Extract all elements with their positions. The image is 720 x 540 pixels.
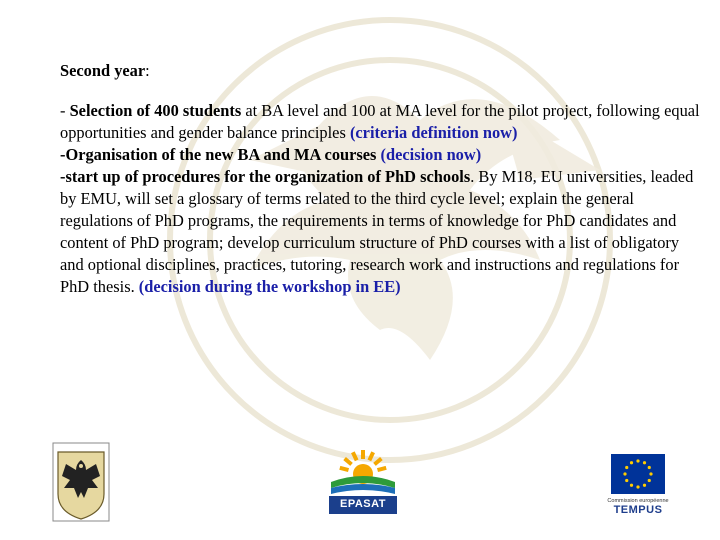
heading-label: Second year [60,61,146,80]
seg1-prefix: - [60,101,70,120]
paragraph-phd [60,166,700,298]
eu-star-icon [623,472,626,475]
epasat-logo [325,448,401,518]
eu-flag-icon [605,452,671,498]
commission-label: Commission européenne [607,498,669,504]
tempus-logo [605,452,671,514]
seg1-blue: (criteria definition now) [349,123,518,142]
eu-star-icon [636,459,639,462]
slide-body [60,60,700,298]
eu-star-icon [625,479,628,482]
paragraph-organisation [60,144,700,166]
eu-star-icon [643,461,646,464]
seg1-rest: at BA level and 100 at MA level for the pilot project, following equal opportunities and gender balance principles [60,101,700,142]
eu-star-icon [643,484,646,487]
seg2-bold: -Organisation of the new BA and MA courses [60,145,377,164]
eagle-crest-logo-icon [52,442,110,522]
paragraph-selection [60,100,700,144]
heading-suffix: : [145,61,150,80]
eu-star-icon [649,472,652,475]
seg3-blue: (decision during the workshop in EE) [138,277,401,296]
seg3-bold: -start up of procedures for the organization of PhD schools [60,167,471,186]
section-heading [60,60,700,82]
tempus-label: TEMPUS [613,504,663,516]
eu-star-icon [630,461,633,464]
eu-star-icon [636,485,639,488]
seg1-bold: Selection of 400 students [69,101,242,120]
eu-star-icon [648,479,651,482]
eu-star-icon [630,484,633,487]
seg2-blue: (decision now) [376,145,482,164]
eu-star-icon [648,466,651,469]
epasat-label: EPASAT [340,498,386,510]
eu-star-icon [625,466,628,469]
seg3-rest: . By M18, EU universities, leaded by EMU, will set a glossary of terms related to the third cycle level; explain the general regulations of PhD programs, the requirements in terms of knowledge for PhD candidates and content of PhD program; develop curriculum structure of PhD courses with a list of obligatory and optional disciplines, practices, tutoring, research work and instructions and regulations for PhD thesis. [60,167,694,296]
